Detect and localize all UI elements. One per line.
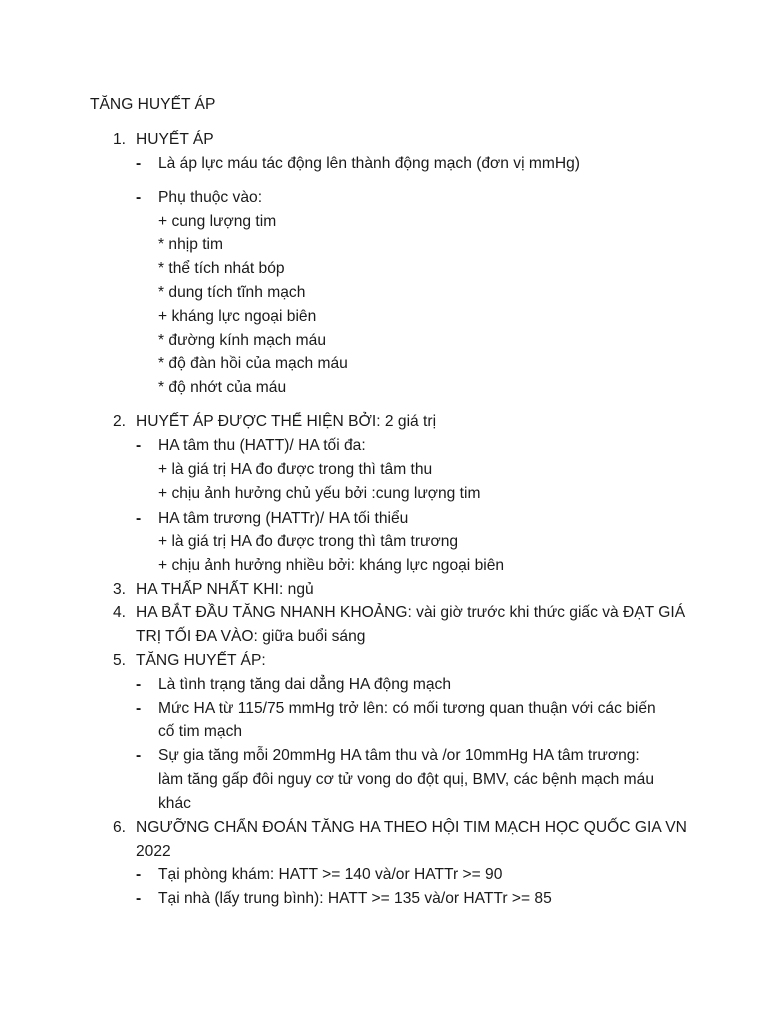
- bullet-subline: khác: [158, 795, 191, 812]
- bullet-dash: -: [136, 510, 142, 527]
- bullet-subline: * dung tích tĩnh mạch: [158, 284, 306, 301]
- bullet-dash: -: [136, 747, 142, 764]
- bullet-text: Tại nhà (lấy trung bình): HATT >= 135 và/or HATTr >= 85: [158, 890, 552, 907]
- section-4-heading-continued: TRỊ TỐI ĐA VÀO: giữa buổi sáng: [136, 628, 366, 645]
- section-3-heading: HA THẤP NHẤT KHI: ngủ: [136, 581, 314, 598]
- bullet-text: Tại phòng khám: HATT >= 140 và/or HATTr >= 90: [158, 866, 503, 883]
- section-6-heading: NGƯỠNG CHẨN ĐOÁN TĂNG HA THEO HỘI TIM MẠCH HỌC QUỐC GIA VN: [136, 819, 687, 836]
- section-3-number: 3.: [113, 581, 127, 598]
- bullet-dash: -: [136, 890, 142, 907]
- bullet-text: Phụ thuộc vào:: [158, 189, 263, 206]
- bullet-dash: -: [136, 866, 142, 883]
- section-5-heading: TĂNG HUYẾT ÁP:: [136, 652, 266, 669]
- section-6-heading-continued: 2022: [136, 843, 171, 860]
- bullet-subline: * độ nhớt của máu: [158, 379, 287, 396]
- bullet-subline: * độ đàn hồi của mạch máu: [158, 355, 348, 372]
- bullet-dash: -: [136, 676, 142, 693]
- bullet-dash: -: [136, 189, 142, 206]
- section-1-heading: HUYẾT ÁP: [136, 131, 214, 148]
- bullet-subline: * thể tích nhát bóp: [158, 260, 285, 277]
- bullet-text: Sự gia tăng mỗi 20mmHg HA tâm thu và /or 10mmHg HA tâm trương:: [158, 747, 640, 764]
- bullet-dash: -: [136, 437, 142, 454]
- section-2-number: 2.: [113, 413, 127, 430]
- section-4-number: 4.: [113, 604, 127, 621]
- section-5-number: 5.: [113, 652, 127, 669]
- bullet-dash: -: [136, 155, 142, 172]
- bullet-subline: + là giá trị HA đo được trong thì tâm trương: [158, 533, 459, 550]
- bullet-subline: + cung lượng tim: [158, 213, 277, 230]
- bullet-subline: + là giá trị HA đo được trong thì tâm thu: [158, 461, 433, 478]
- section-4-heading: HA BẮT ĐẦU TĂNG NHANH KHOẢNG: vài giờ trước khi thức giấc và ĐẠT GIÁ: [136, 604, 686, 621]
- bullet-text: Mức HA từ 115/75 mmHg trở lên: có mối tương quan thuận với các biến: [158, 700, 656, 717]
- bullet-text: Là áp lực máu tác động lên thành động mạch (đơn vị mmHg): [158, 155, 580, 172]
- section-2-heading: HUYẾT ÁP ĐƯỢC THỂ HIỆN BỞI: 2 giá trị: [136, 413, 437, 430]
- bullet-subline: cố tim mạch: [158, 723, 243, 740]
- bullet-subline: làm tăng gấp đôi nguy cơ tử vong do đột quị, BMV, các bệnh mạch máu: [158, 771, 654, 788]
- bullet-dash: -: [136, 700, 142, 717]
- bullet-text: HA tâm thu (HATT)/ HA tối đa:: [158, 437, 366, 454]
- bullet-text: Là tình trạng tăng dai dẳng HA động mạch: [158, 676, 452, 693]
- bullet-subline: + chịu ảnh hưởng chủ yếu bởi :cung lượng tim: [158, 485, 481, 502]
- bullet-subline: * đường kính mạch máu: [158, 332, 327, 349]
- bullet-subline: + chịu ảnh hưởng nhiều bởi: kháng lực ngoại biên: [158, 557, 505, 574]
- section-1-number: 1.: [113, 131, 127, 148]
- section-6-number: 6.: [113, 819, 127, 836]
- bullet-text: HA tâm trương (HATTr)/ HA tối thiểu: [158, 510, 409, 527]
- bullet-subline: + kháng lực ngoại biên: [158, 308, 317, 325]
- bullet-subline: * nhịp tim: [158, 236, 224, 253]
- document-title: TĂNG HUYẾT ÁP: [90, 96, 216, 113]
